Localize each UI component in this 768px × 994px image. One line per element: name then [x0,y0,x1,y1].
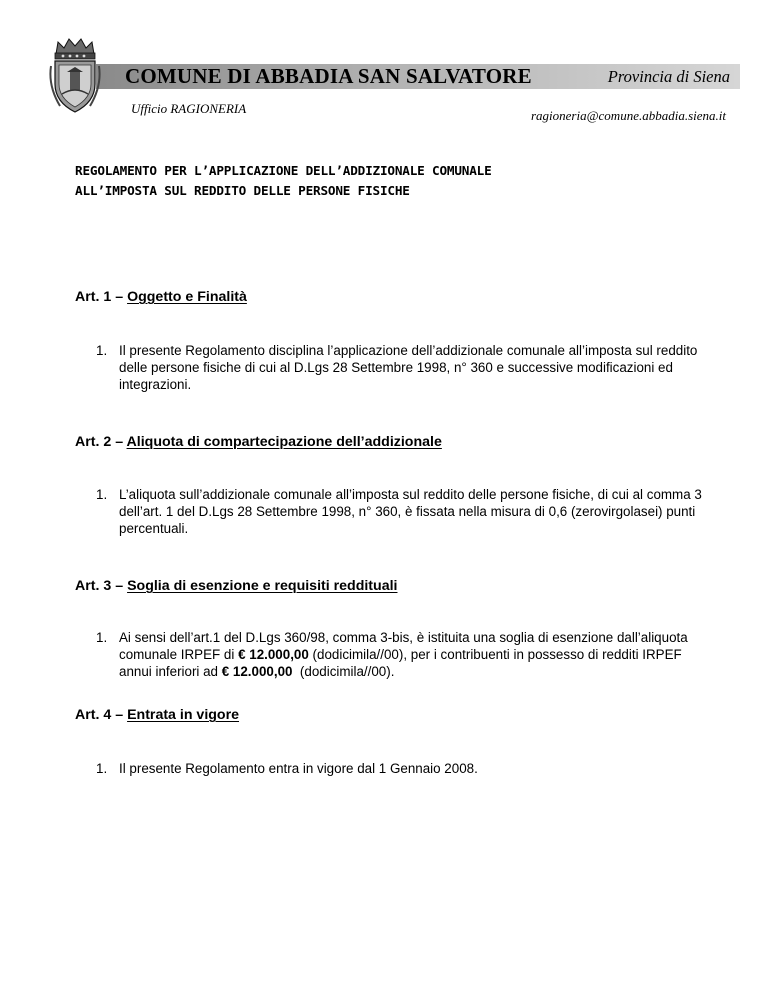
article-title: Aliquota di compartecipazione dell’addizionale [126,434,442,450]
article-label: Art. 3 – [75,578,124,594]
article-1-item [96,342,716,393]
item-text: Il presente Regolamento entra in vigore dal 1 Gennaio 2008. [119,761,478,776]
item-number: 1. [96,343,108,358]
municipal-crest-icon [48,36,102,116]
exemption-amount: € 12.000,00 [238,647,309,662]
article-title: Oggetto e Finalità [127,289,247,305]
article-title: Entrata in vigore [127,707,240,723]
item-number: 1. [96,487,108,502]
article-label: Art. 1 – [75,289,124,305]
ufficio-label: Ufficio RAGIONERIA [131,101,247,116]
email-address[interactable]: ragioneria@comune.abbadia.siena.it [530,108,726,123]
article-1-heading [75,289,247,305]
article-2-item [96,486,716,537]
document-title-line-2: ALL’IMPOSTA SUL REDDITO DELLE PERSONE FISICHE [75,183,410,198]
article-4-heading [75,707,239,723]
item-number: 1. [96,630,108,645]
item-number: 1. [96,761,108,776]
article-4-item [96,760,716,777]
provincia-label: Provincia di Siena [607,67,730,86]
item-text: Il presente Regolamento disciplina l’applicazione dell’addizionale comunale all’imposta sul reddito delle persone fisiche di cui al D.Lgs 28 Settembre 1998, n° 360 e successive modificazioni ed integrazioni. [119,343,698,392]
item-text-part: Ai sensi dell’art.1 del D.Lgs 360/98, comma 3-bis, è istituita una soglia di esenzione dall’aliquota comunale IRPEF di [119,630,688,662]
article-3-item [96,629,716,680]
item-text: L’aliquota sull’addizionale comunale all’imposta sul reddito delle persone fisiche, di cui al comma 3 dell’art. 1 del D.Lgs 28 Settembre 1998, n° 360, è fissata nella misura di 0,6 (zerovirgolasei) punti percentuali. [119,487,702,536]
item-text [119,629,716,680]
article-title: Soglia di esenzione e requisiti reddituali [127,578,398,594]
article-3-heading [75,578,397,594]
document-title-line-1: REGOLAMENTO PER L’APPLICAZIONE DELL’ADDIZIONALE COMUNALE [75,163,492,178]
article-2-heading [75,434,442,450]
article-label: Art. 2 – [75,434,124,450]
article-label: Art. 4 – [75,707,124,723]
comune-name: COMUNE DI ABBADIA SAN SALVATORE [125,64,532,88]
item-text-part: (dodicimila//00), per i contribuenti in possesso di redditi IRPEF annui inferiori ad [119,647,682,679]
item-text-part: (dodicimila//00). [292,664,395,679]
income-threshold-amount: € 12.000,00 [221,664,293,679]
